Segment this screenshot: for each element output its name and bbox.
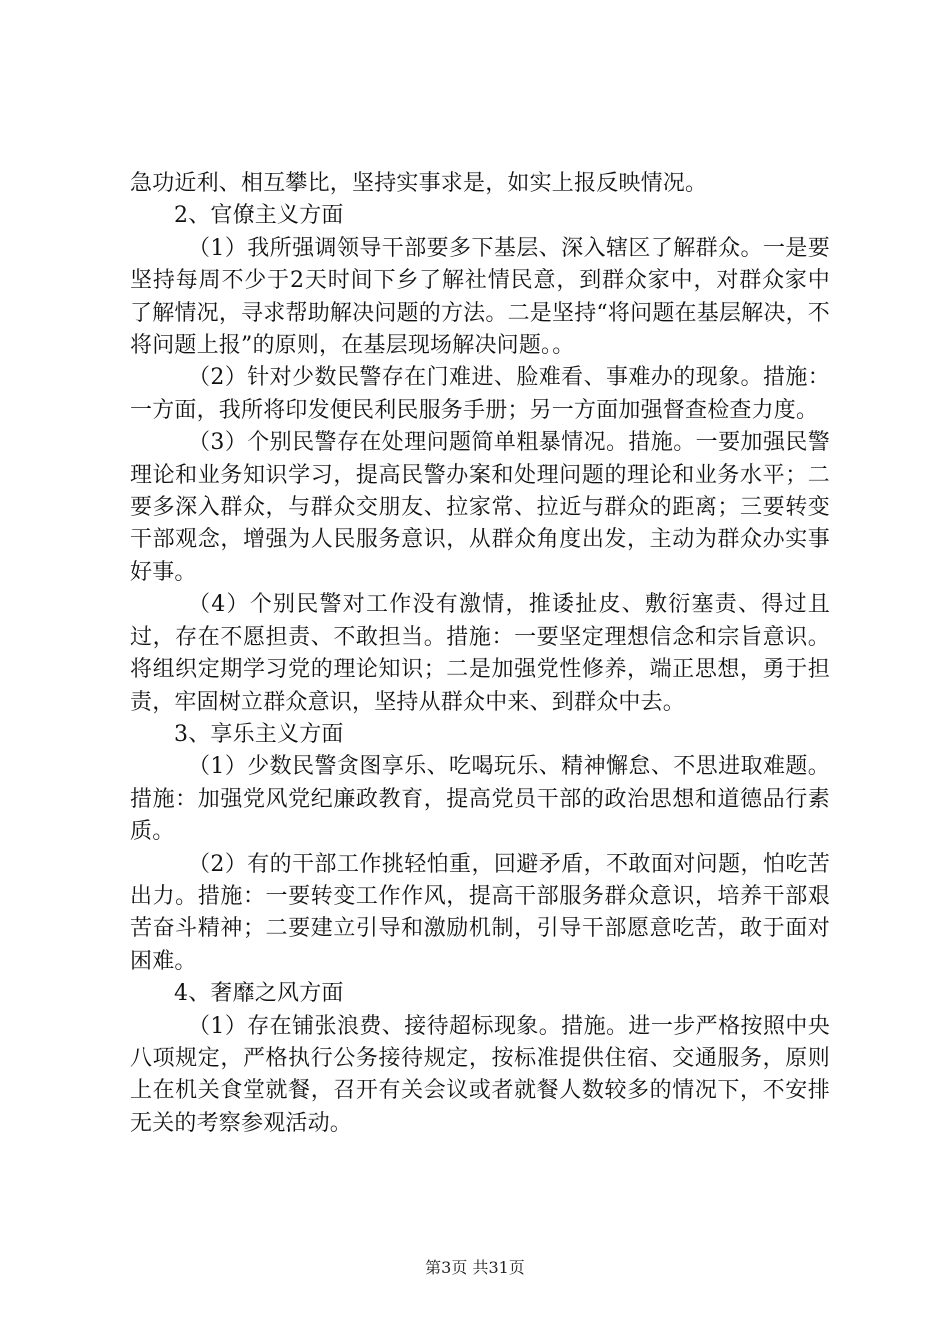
- page-footer: [0, 1255, 950, 1278]
- paragraph-item: （1）我所强调领导干部要多下基层、深入辖区了解群众。一是要坚持每周不少于2天时间下乡了解社情民意，到群众家中，对群众家中了解情况，寻求帮助解决问题的方法。二是坚持“将问题在基层解决，不将问题上报”的原则，在基层现场解决问题。。: [130, 235, 830, 359]
- section-heading-bureaucratism: 2、官僚主义方面: [174, 203, 344, 229]
- paragraph-item: （4）个别民警对工作没有激情，推诿扯皮、敷衍塞责、得过且过，存在不愿担责、不敢担当。措施：一要坚定理想信念和宗旨意识。将组织定期学习党的理论知识；二是加强党性修养，端正思想，勇于担责，牢固树立群众意识，坚持从群众中来、到群众中去。: [130, 592, 830, 715]
- section-heading-extravagance: 4、奢靡之风方面: [174, 981, 344, 1007]
- paragraph-continuation: 急功近利、相互攀比，坚持实事求是，如实上报反映情况。: [130, 171, 708, 196]
- paragraph-item: （3）个别民警存在处理问题简单粗暴情况。措施。一要加强民警理论和业务知识学习，提高民警办案和处理问题的理论和业务水平；二要多深入群众，与群众交朋友、拉家常、拉近与群众的距离；三要转变干部观念，增强为人民服务意识，从群众角度出发，主动为群众办实事好事。: [130, 430, 830, 585]
- paragraph-item: （2）针对少数民警存在门难进、脸难看、事难办的现象。措施：一方面，我所将印发便民利民服务手册；另一方面加强督查检查力度。: [130, 365, 830, 423]
- section-heading-hedonism: 3、享乐主义方面: [174, 721, 344, 747]
- document-body: [130, 168, 830, 1140]
- paragraph-item: （1）少数民警贪图享乐、吃喝玩乐、精神懈怠、不思进取难题。措施：加强党风党纪廉政教育，提高党员干部的政治思想和道德品行素质。: [130, 754, 830, 845]
- paragraph-item: （1）存在铺张浪费、接待超标现象。措施。进一步严格按照中央八项规定，严格执行公务接待规定，按标准提供住宿、交通服务，原则上在机关食堂就餐，召开有关会议或者就餐人数较多的情况下，不安排无关的考察参观活动。: [130, 1013, 830, 1136]
- paragraph-item: （2）有的干部工作挑轻怕重，回避矛盾，不敢面对问题，怕吃苦出力。措施：一要转变工作作风，提高干部服务群众意识，培养干部艰苦奋斗精神；二要建立引导和激励机制，引导干部愿意吃苦，敢于面对困难。: [130, 851, 830, 974]
- page-number-label: 第3页 共31页: [425, 1258, 525, 1277]
